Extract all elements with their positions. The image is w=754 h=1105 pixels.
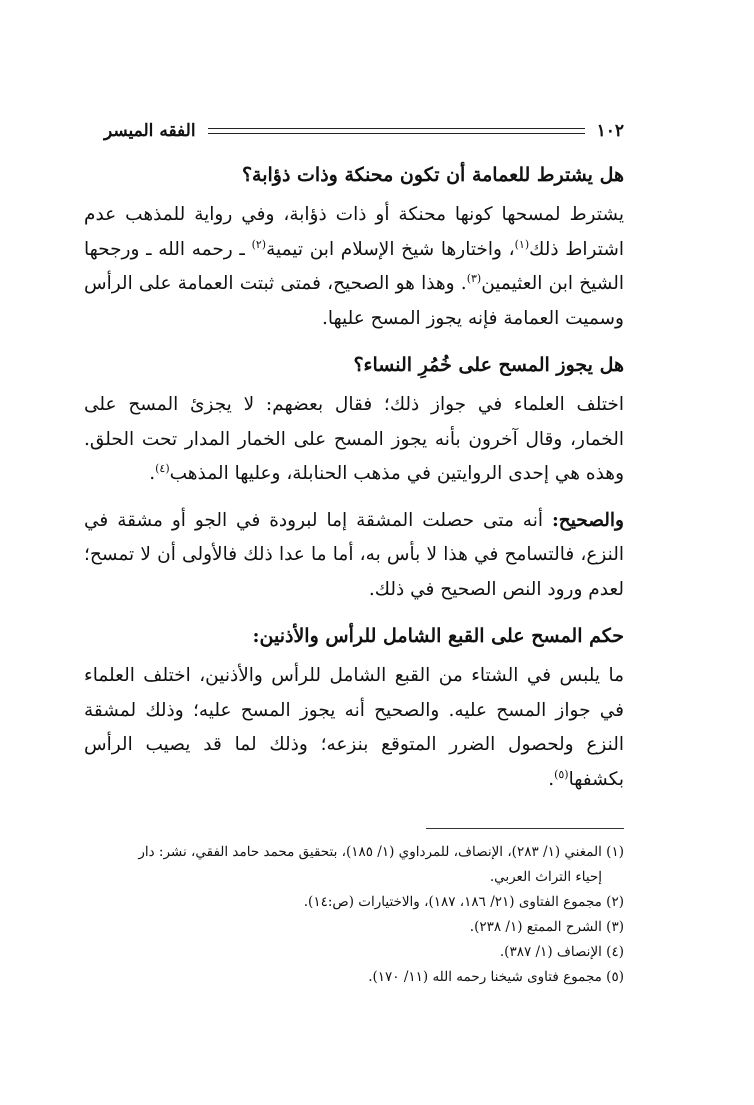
paragraph: [84, 388, 624, 492]
paragraph-lead: والصحيح:: [551, 509, 624, 531]
paragraph-text: ـ رحمه الله ـ ورجحها الشيخ ابن العثيمين: [84, 238, 624, 294]
footnote-separator: [426, 828, 624, 829]
paragraph-text: اختلف العلماء في جواز ذلك؛ فقال بعضهم: لا يجزئ المسح على الخمار، وقال آخرون بأنه يجوز المسح على الخمار المدار تحت الحلق. وهذه هي إحدى الروايتين في مذهب الحنابلة، وعليها المذهب: [84, 394, 624, 484]
footnote: (١) المغني (١/ ٢٨٣)، الإنصاف، للمرداوي (١/ ١٨٥)، بتحقيق محمد حامد الفقي، نشر: دار: [138, 844, 624, 860]
paragraph-text: .: [548, 768, 555, 790]
paragraph-text: .: [149, 463, 156, 484]
footnote-ref: (٢): [251, 237, 267, 251]
footnote-ref: (٣): [466, 271, 482, 285]
header-rule: [208, 128, 585, 134]
paragraph-text: . وهذا هو الصحيح، فمتى ثبتت العمامة على الرأس وسميت العمامة فإنه يجوز المسح عليها.: [84, 273, 624, 329]
footnote-continuation: إحياء التراث العربي.: [489, 869, 602, 885]
paragraph-text: أنه متى حصلت المشقة إما لبرودة في الجو أو مشقة في النزع، فالتسامح في هذا لا بأس به، أما ما عدا ذلك فالأولى أن لا تمسح؛ لعدم ورود النص الصحيح في ذلك.: [84, 509, 624, 600]
book-title: الفقه الميسر: [104, 121, 196, 141]
footnote-ref: (٥): [554, 767, 569, 781]
paragraph: [84, 198, 624, 336]
paragraph: [84, 504, 624, 608]
section-heading: حكم المسح على القبع الشامل للرأس والأذنين:: [252, 625, 624, 647]
main-content: [84, 158, 624, 809]
paragraph: [84, 659, 624, 797]
page-header: [104, 118, 624, 144]
footnote: (٢) مجموع الفتاوى (٢١/ ١٨٦، ١٨٧)، والاختيارات (ص:١٤).: [303, 894, 624, 910]
paragraph-text: يشترط لمسحها كونها محنكة أو ذات ذؤابة، وفي رواية للمذهب عدم اشتراط ذلك: [84, 204, 625, 260]
footnote-ref: (١): [514, 237, 530, 251]
footnote: (٤) الإنصاف (١/ ٣٨٧).: [499, 944, 624, 960]
paragraph-text: ، واختارها شيخ الإسلام ابن تيمية: [266, 238, 515, 260]
footnotes: [84, 840, 624, 990]
page-number: ١٠٢: [596, 121, 624, 141]
footnote-ref: (٤): [155, 461, 170, 475]
footnote: (٥) مجموع فتاوى شيخنا رحمه الله (١١/ ١٧٠).: [368, 969, 624, 985]
section-heading: هل يشترط للعمامة أن تكون محنكة وذات ذؤابة؟: [241, 164, 624, 186]
section-heading: هل يجوز المسح على خُمُرِ النساء؟: [353, 354, 624, 376]
paragraph-text: ما يلبس في الشتاء من القبع الشامل للرأس والأذنين، اختلف العلماء في جواز المسح عليه. والصحيح أنه يجوز المسح عليه؛ وذلك لمشقة النزع ولحصول الضرر المتوقع بنزعه؛ وذلك لما قد يصيب الرأس بكشفها: [84, 665, 624, 790]
footnote: (٣) الشرح الممتع (١/ ٢٣٨).: [469, 919, 624, 935]
